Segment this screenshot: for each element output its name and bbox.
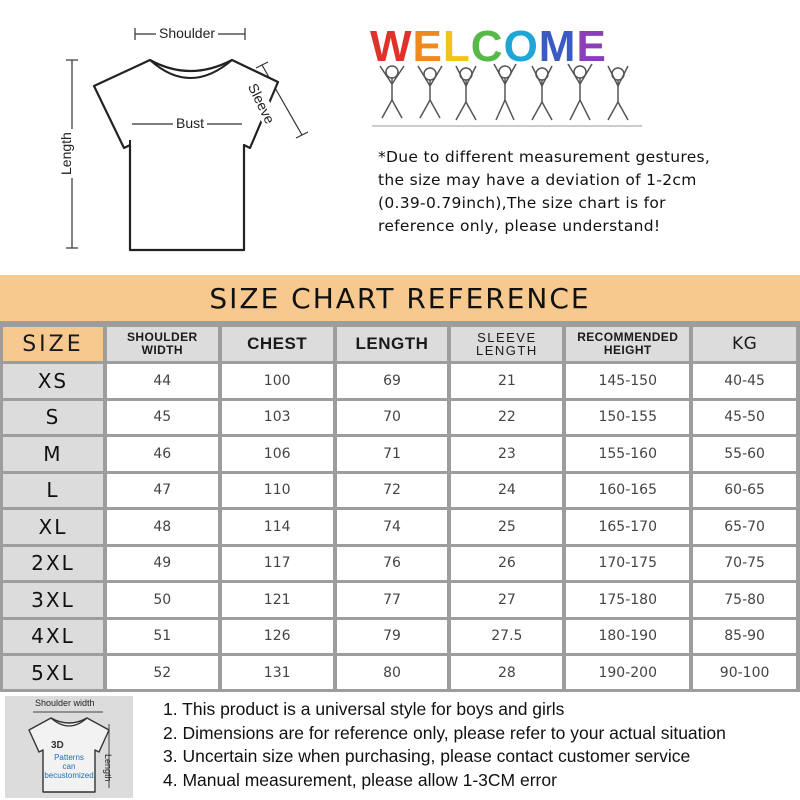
size-chart-table [0, 324, 800, 693]
shoulder-cell: 47 [107, 474, 218, 508]
welcome-letter: E [412, 22, 443, 71]
bust-label: Bust [173, 115, 207, 131]
shoulder-cell: 52 [107, 656, 218, 690]
length-cell: 79 [337, 620, 448, 654]
header-line: SLEEVE [477, 330, 537, 345]
mini-length-label: Length [103, 754, 113, 782]
height-cell: 190-200 [566, 656, 689, 690]
table-row [3, 656, 796, 690]
chest-cell: 110 [222, 474, 333, 508]
shoulder-cell: 49 [107, 547, 218, 581]
chest-cell: 100 [222, 364, 333, 398]
size-cell: 4XL [3, 620, 103, 654]
shoulder-cell: 51 [107, 620, 218, 654]
tshirt-outline-icon [0, 0, 360, 275]
height-cell: 180-190 [566, 620, 689, 654]
length-cell: 74 [337, 510, 448, 544]
size-cell: XL [3, 510, 103, 544]
disclaimer-line: the size may have a deviation of 1-2cm [378, 171, 697, 189]
header-line: HEIGHT [603, 343, 652, 357]
height-cell: 150-155 [566, 401, 689, 435]
header-size: SIZE [3, 327, 103, 361]
welcome-letter: E [576, 22, 607, 71]
length-label: Length [58, 129, 74, 178]
height-cell: 145-150 [566, 364, 689, 398]
mini-custom-text [40, 753, 98, 780]
sleeve-label: Sleeve [244, 78, 280, 129]
header-line: SHOULDER [127, 330, 198, 344]
notes-list [163, 698, 726, 792]
length-cell: 69 [337, 364, 448, 398]
size-cell: M [3, 437, 103, 471]
table-row [3, 401, 796, 435]
chest-cell: 117 [222, 547, 333, 581]
sleeve-cell: 26 [451, 547, 562, 581]
height-cell: 175-180 [566, 583, 689, 617]
mini-shoulder-label: Shoulder width [35, 698, 95, 708]
shoulder-cell: 48 [107, 510, 218, 544]
welcome-letter: C [470, 22, 504, 71]
welcome-letter: L [442, 22, 471, 71]
length-cell: 76 [337, 547, 448, 581]
sleeve-cell: 27.5 [451, 620, 562, 654]
sleeve-cell: 28 [451, 656, 562, 690]
length-cell: 71 [337, 437, 448, 471]
note-item: 1. This product is a universal style for boys and girls [163, 699, 565, 719]
kg-cell: 40-45 [693, 364, 796, 398]
notes-section [0, 689, 800, 800]
kg-cell: 85-90 [693, 620, 796, 654]
mini-tshirt-icon [5, 696, 133, 798]
size-chart-banner [0, 275, 800, 321]
header-length: LENGTH [337, 327, 448, 361]
kg-cell: 65-70 [693, 510, 796, 544]
size-cell: L [3, 474, 103, 508]
size-cell: XS [3, 364, 103, 398]
note-item: 4. Manual measurement, please allow 1-3CM error [163, 769, 557, 790]
table-row [3, 474, 796, 508]
header-line: RECOMMENDED [577, 330, 679, 344]
mini-text-line: can [62, 762, 76, 771]
mini-text-line: Patterns [54, 753, 84, 762]
table-row [3, 510, 796, 544]
shoulder-cell: 50 [107, 583, 218, 617]
chest-cell: 106 [222, 437, 333, 471]
welcome-letter: O [503, 22, 539, 71]
note-item: 2. Dimensions are for reference only, please refer to your actual situation [163, 722, 726, 743]
kg-cell: 90-100 [693, 656, 796, 690]
height-cell: 160-165 [566, 474, 689, 508]
header-line: LENGTH [475, 343, 538, 358]
mini-text-line: becustomized [44, 771, 94, 780]
shoulder-label: Shoulder [156, 25, 218, 41]
header-recommended-height [566, 327, 689, 361]
header-kg: KG [693, 327, 796, 361]
chest-cell: 114 [222, 510, 333, 544]
table-row [3, 437, 796, 471]
size-cell: 3XL [3, 583, 103, 617]
chest-cell: 131 [222, 656, 333, 690]
kg-cell: 75-80 [693, 583, 796, 617]
sleeve-cell: 27 [451, 583, 562, 617]
disclaimer-line: (0.39-0.79inch),The size chart is for [378, 194, 666, 212]
size-chart-table-wrap [0, 321, 800, 689]
length-cell: 77 [337, 583, 448, 617]
length-cell: 80 [337, 656, 448, 690]
kg-cell: 55-60 [693, 437, 796, 471]
size-deviation-disclaimer [378, 146, 788, 238]
table-row [3, 364, 796, 398]
mini-3d-tshirt-graphic [5, 696, 133, 798]
note-item: 3. Uncertain size when purchasing, please contact customer service [163, 746, 691, 766]
mini-3d-badge: 3D [51, 740, 64, 751]
welcome-letter: M [538, 22, 577, 71]
disclaimer-line: *Due to different measurement gestures, [378, 148, 711, 166]
top-section [0, 0, 800, 275]
header-sleeve-length [451, 327, 562, 361]
kg-cell: 60-65 [693, 474, 796, 508]
welcome-graphic [370, 22, 645, 132]
sleeve-cell: 21 [451, 364, 562, 398]
shoulder-cell: 45 [107, 401, 218, 435]
welcome-letter: W [370, 22, 413, 71]
header-chest: CHEST [222, 327, 333, 361]
sleeve-cell: 22 [451, 401, 562, 435]
sleeve-cell: 24 [451, 474, 562, 508]
height-cell: 170-175 [566, 547, 689, 581]
table-header-row [3, 327, 796, 361]
chest-cell: 103 [222, 401, 333, 435]
height-cell: 165-170 [566, 510, 689, 544]
shoulder-cell: 46 [107, 437, 218, 471]
header-shoulder-width [107, 327, 218, 361]
sleeve-cell: 23 [451, 437, 562, 471]
shoulder-cell: 44 [107, 364, 218, 398]
sleeve-cell: 25 [451, 510, 562, 544]
size-cell: 5XL [3, 656, 103, 690]
kg-cell: 45-50 [693, 401, 796, 435]
table-row [3, 620, 796, 654]
tshirt-measurement-diagram [0, 0, 360, 275]
chest-cell: 126 [222, 620, 333, 654]
size-cell: S [3, 401, 103, 435]
length-cell: 70 [337, 401, 448, 435]
stick-figures-icon [370, 62, 645, 132]
table-row [3, 583, 796, 617]
chest-cell: 121 [222, 583, 333, 617]
kg-cell: 70-75 [693, 547, 796, 581]
header-line: WIDTH [141, 343, 183, 357]
banner-title: SIZE CHART REFERENCE [209, 281, 591, 315]
disclaimer-line: reference only, please understand! [378, 217, 661, 235]
size-cell: 2XL [3, 547, 103, 581]
height-cell: 155-160 [566, 437, 689, 471]
table-row [3, 547, 796, 581]
length-cell: 72 [337, 474, 448, 508]
